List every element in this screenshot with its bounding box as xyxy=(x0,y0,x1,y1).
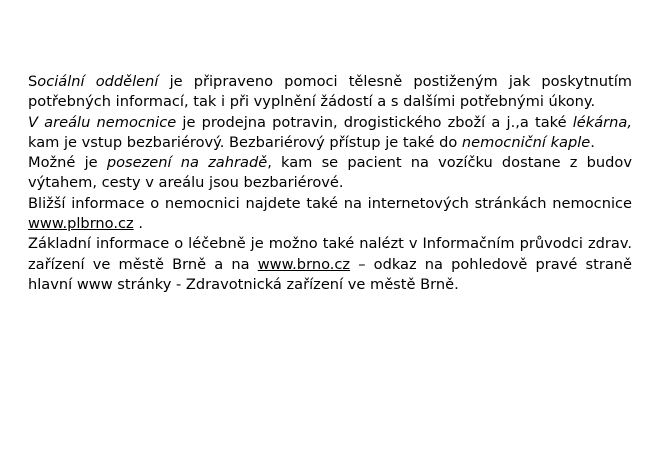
social-department-term: ociální oddělení xyxy=(37,73,159,90)
paragraph-3-text-2: , kam se pacient na vozíčku dostane z budov výtahem, cesty v areálu jsou bezbariérové. xyxy=(28,154,632,192)
paragraph-hospital-website xyxy=(28,194,632,235)
paragraph-hospital-grounds xyxy=(28,113,642,154)
hospital-grounds-term: V areálu nemocnice xyxy=(28,113,177,131)
paragraph-5-text-2: – odkaz na pohledově pravé straně hlavní www stránky - Zdravotnická zařízení ve městě Brně. xyxy=(28,255,632,293)
paragraph-city-guide xyxy=(28,234,632,295)
paragraph-3-text-1: Možné je xyxy=(28,154,107,172)
paragraph-2-text-2: kam je vstup bezbariérový. Bezbariérový přístup je také do xyxy=(28,113,642,151)
paragraph-1-lead: S xyxy=(28,73,38,90)
plbrno-link[interactable]: www.plbrno.cz xyxy=(28,215,134,233)
garden-seating-term: posezení na zahradě xyxy=(106,154,268,172)
paragraph-2-text-1: je prodejna potravin, drogistického zboží a j.,a také xyxy=(176,113,573,131)
paragraph-4-text-1: Bližší informace o nemocnici najdete také na internetových stránkách nemocnice xyxy=(28,194,632,212)
document-body xyxy=(28,72,642,295)
paragraph-social-department xyxy=(28,72,632,113)
paragraph-4-text-2: . xyxy=(133,215,143,233)
pharmacy-term: lékárna, xyxy=(572,113,632,131)
paragraph-1-text: je připraveno pomoci tělesně postiženým jak poskytnutím potřebných informací, tak i při vyplnění žádostí a s dalšími potřebnými úkony. xyxy=(28,73,632,111)
paragraph-5-text-1: Základní informace o léčebně je možno také nalézt v Informačním průvodci zdrav. zařízení ve městě Brně a na xyxy=(28,235,632,273)
paragraph-garden xyxy=(28,153,632,194)
paragraph-2-text-3: . xyxy=(590,133,595,151)
hospital-chapel-term: nemocniční kaple xyxy=(461,133,591,151)
brno-link[interactable]: www.brno.cz xyxy=(257,255,351,273)
